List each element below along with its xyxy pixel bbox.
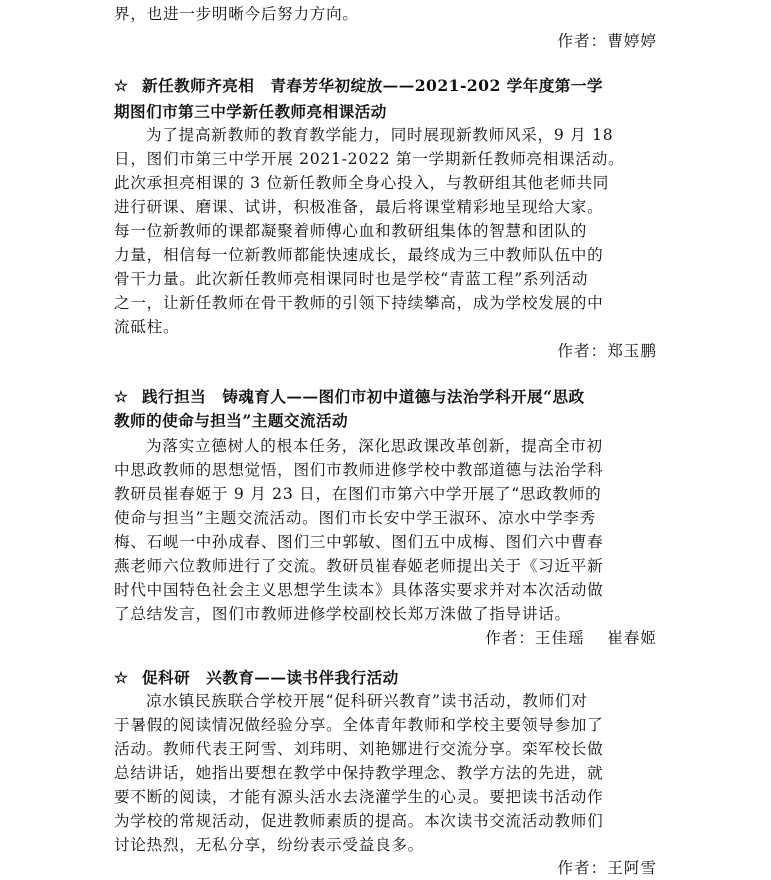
article-3-body-line: 讨论热烈，无私分享，纷纷表示受益良多。 <box>114 836 424 854</box>
article-2-body-line: 梅、石岘一中孙成春、图们三中郭敏、图们五中成梅、图们六中曹春 <box>114 533 604 551</box>
article-2-title-line-2: 教师的使命与担当”主题交流活动 <box>114 411 349 430</box>
star-icon: ☆ <box>114 76 129 95</box>
article-3-author: 作者：王阿雪 <box>557 859 657 877</box>
article-1-body-line: 骨干力量。此次新任教师亮相课同时也是学校“青蓝工程”系列活动 <box>114 270 589 288</box>
article-3-title: ☆ 促科研 兴教育——读书伴我行活动 <box>114 668 399 687</box>
article-1-body-line: 之一，让新任教师在骨干教师的引领下持续攀高，成为学校发展的中 <box>114 294 604 312</box>
article-2-author: 作者：王佳瑶 崔春姬 <box>485 629 657 647</box>
article-2-title-line-1: ☆ 践行担当 铸魂育人——图们市初中道德与法治学科开展“思政 <box>114 387 585 406</box>
article-1-body-line: 为了提高新教师的教育教学能力，同时展现新教师风采，9 月 18 <box>146 126 614 144</box>
article-3-body-line: 总结讲话，她指出要想在教学中保持教学理念、教学方法的先进，就 <box>114 764 604 782</box>
article-2-body-line: 教研员崔春姬于 9 月 23 日，在图们市第六中学开展了“思政教师的 <box>114 485 602 503</box>
article-2-body-line: 燕老师六位教师进行了交流。教研员崔春姬老师提出关于《习近平新 <box>114 557 604 575</box>
article-1-body-line: 日，图们市第三中学开展 2021-2022 第一学期新任教师亮相课活动。 <box>114 150 625 168</box>
article-1-body-line: 进行研课、磨课、试讲，积极准备，最后将课堂精彩地呈现给大家。 <box>114 198 604 216</box>
article-2-body-line: 为落实立德树人的根本任务，深化思政课改革创新，提高全市初 <box>146 437 603 455</box>
previous-article-last-line: 界，也进一步明晰今后努力方向。 <box>114 5 359 23</box>
article-3-body-line: 凉水镇民族联合学校开展“促科研兴教育”读书活动，教师们对 <box>146 692 588 710</box>
article-2-body-line: 时代中国特色社会主义思想学生读本》具体落实要求并对本次活动做 <box>114 581 604 599</box>
article-3-body-line: 于暑假的阅读情况做经验分享。全体青年教师和学校主要领导参加了 <box>114 716 604 734</box>
article-1-body-line: 每一位新教师的课都凝聚着师傅心血和教研组集体的智慧和团队的 <box>114 222 588 240</box>
article-3-body-line: 要不断的阅读，才能有源头活水去浇灌学生的心灵。要把读书活动作 <box>114 788 604 806</box>
article-3-body-line: 活动。教师代表王阿雪、刘玮明、刘艳娜进行交流分享。栾军校长做 <box>114 740 604 758</box>
article-1-title-line-1: ☆ 新任教师齐亮相 青春芳华初绽放——2021-202 学年度第一学 <box>114 76 603 95</box>
article-1-author: 作者：郑玉鹏 <box>557 342 657 360</box>
article-3-body-line: 为学校的常规活动，促进教师素质的提高。本次读书交流活动教师们 <box>114 812 604 830</box>
previous-article-author: 作者：曹婷婷 <box>557 32 657 50</box>
star-icon: ☆ <box>114 387 129 406</box>
article-1-body-line: 流砥柱。 <box>114 318 180 336</box>
star-icon: ☆ <box>114 668 129 687</box>
article-1-title-line-2: 期图们市第三中学新任教师亮相课活动 <box>114 102 387 121</box>
article-1-body-line: 力量，相信每一位新教师都能快速成长，最终成为三中教师队伍中的 <box>114 246 604 264</box>
article-2-body-line: 了总结发言，图们市教师进修学校副校长郑万洙做了指导讲话。 <box>114 605 571 623</box>
article-2-body-line: 使命与担当”主题交流活动。图们市长安中学王淑环、凉水中学李秀 <box>114 509 596 527</box>
article-2-body-line: 中思政教师的思想觉悟，图们市教师进修学校中教部道德与法治学科 <box>114 461 604 479</box>
article-1-body-line: 此次承担亮相课的 3 位新任教师全身心投入，与教研组其他老师共同 <box>114 174 610 192</box>
